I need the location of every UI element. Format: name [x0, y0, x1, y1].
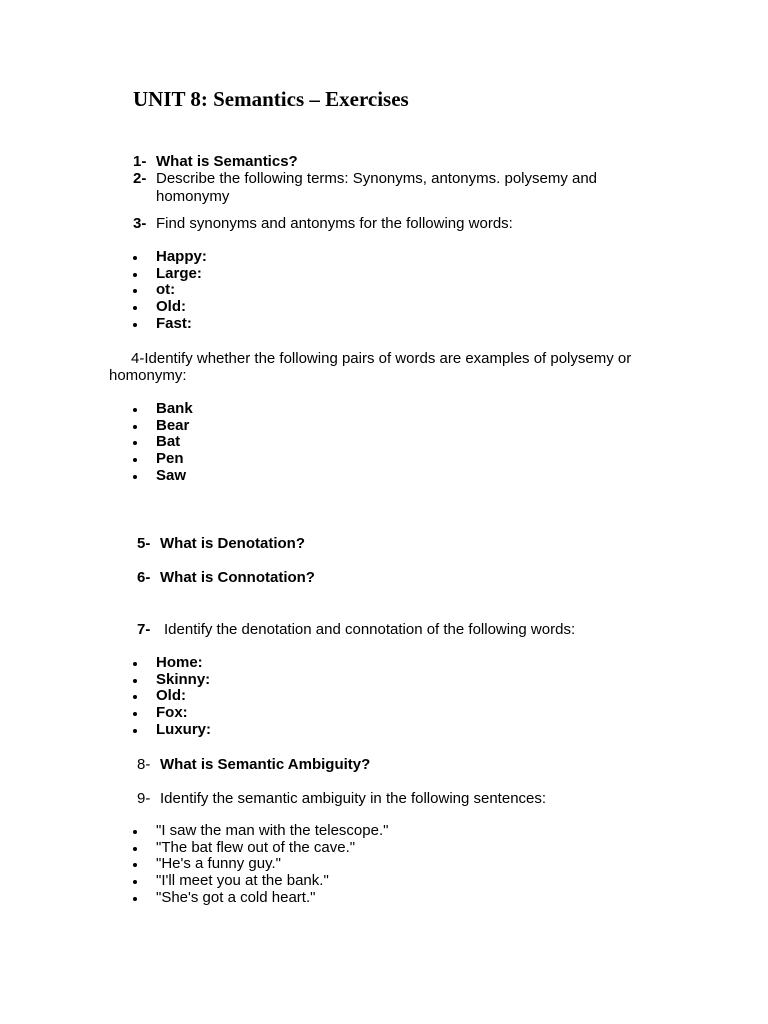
question-2-text-line2: homonymy: [156, 188, 230, 205]
question-8-number: 8-: [137, 756, 151, 773]
list-item: Fast:: [131, 316, 207, 333]
synonym-word-list: [131, 249, 207, 332]
question-1-text: What is Semantics?: [156, 153, 298, 170]
list-item: "I saw the man with the telescope.": [131, 823, 388, 840]
question-6-text: What is Connotation?: [160, 569, 315, 586]
list-item: Bear: [131, 418, 193, 435]
list-item: Old:: [131, 299, 207, 316]
denotation-word-list: [131, 655, 211, 738]
list-item: Home:: [131, 655, 211, 672]
list-item: Old:: [131, 688, 211, 705]
polysemy-word-list: [131, 401, 193, 484]
question-7-number: 7-: [137, 621, 151, 638]
question-4-text-line2: homonymy:: [109, 367, 187, 384]
question-9-number: 9-: [137, 790, 151, 807]
list-item: Large:: [131, 266, 207, 283]
question-3-text: Find synonyms and antonyms for the following words:: [156, 215, 513, 232]
list-item: "The bat flew out of the cave.": [131, 840, 388, 857]
list-item: Happy:: [131, 249, 207, 266]
question-9-text: Identify the semantic ambiguity in the following sentences:: [160, 790, 547, 807]
list-item: Luxury:: [131, 722, 211, 739]
question-5-number: 5-: [137, 535, 151, 552]
question-1-number: 1-: [133, 153, 147, 170]
question-3-number: 3-: [133, 215, 147, 232]
list-item: Saw: [131, 468, 193, 485]
list-item: Pen: [131, 451, 193, 468]
list-item: ot:: [131, 282, 207, 299]
question-2-number: 2-: [133, 170, 147, 187]
question-5-text: What is Denotation?: [160, 535, 305, 552]
page-title: UNIT 8: Semantics – Exercises: [133, 87, 409, 111]
ambiguity-sentence-list: [131, 823, 388, 906]
list-item: Bat: [131, 434, 193, 451]
list-item: "He's a funny guy.": [131, 856, 388, 873]
list-item: Fox:: [131, 705, 211, 722]
question-6-number: 6-: [137, 569, 151, 586]
list-item: Bank: [131, 401, 193, 418]
question-2-text-line1: Describe the following terms: Synonyms, antonyms. polysemy and: [156, 170, 598, 187]
question-8-text: What is Semantic Ambiguity?: [160, 756, 371, 773]
list-item: "I'll meet you at the bank.": [131, 873, 388, 890]
list-item: Skinny:: [131, 672, 211, 689]
question-7-text: Identify the denotation and connotation of the following words:: [164, 621, 576, 638]
list-item: "She's got a cold heart.": [131, 890, 388, 907]
question-4-text-line1: 4-Identify whether the following pairs of words are examples of polysemy or: [131, 350, 632, 367]
